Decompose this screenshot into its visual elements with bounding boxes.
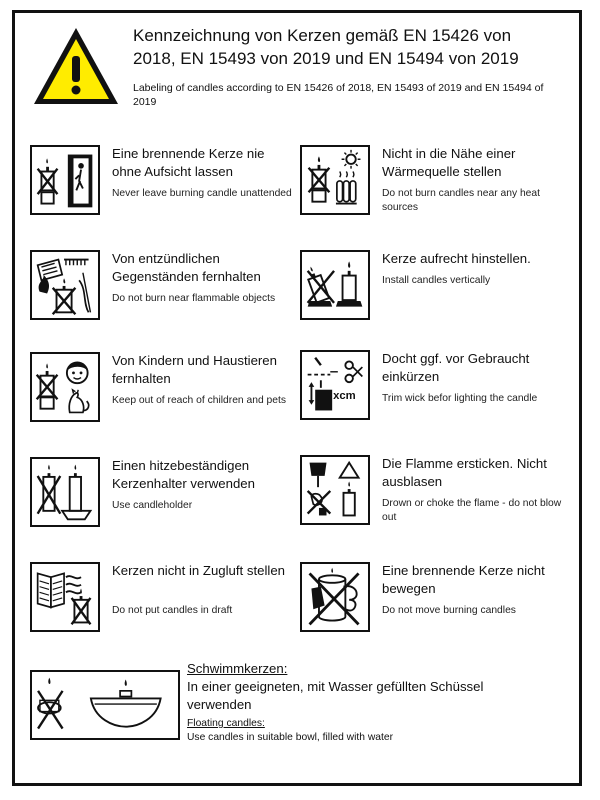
candleholder-icon	[30, 457, 100, 527]
instruction-en: Install candles vertically	[382, 275, 491, 286]
instruction-de: Die Flamme ersticken. Nicht ausblasen	[382, 456, 547, 489]
snuff-flame-icon	[300, 455, 370, 525]
draft-icon	[30, 562, 100, 632]
instruction-de: Eine brennende Kerze nicht bewegen	[382, 563, 545, 596]
instruction-de: Von Kindern und Haustieren fernhalten	[112, 353, 277, 386]
upright-candle-icon	[300, 250, 370, 320]
instruction-de: Einen hitzebeständigen Kerzenhalter verwenden	[112, 458, 255, 491]
instruction-item	[300, 250, 565, 340]
floating-candles-section	[187, 660, 547, 745]
children-pets-icon	[30, 352, 100, 422]
flammable-objects-icon	[30, 250, 100, 320]
instruction-en: Do not put candles in draft	[112, 605, 233, 616]
do-not-move-icon	[300, 562, 370, 632]
heat-source-icon	[300, 145, 370, 215]
page-subtitle: Labeling of candles according to EN 15426 of 2018, EN 15493 of 2019 and EN 15494 of 2019	[133, 82, 544, 108]
instruction-item	[300, 350, 565, 440]
trim-wick-icon	[300, 350, 370, 420]
instruction-en: Use candleholder	[112, 500, 193, 511]
instruction-item	[30, 457, 295, 547]
instruction-en: Do not burn candles near any heat sources	[382, 188, 540, 213]
instruction-item	[30, 352, 295, 442]
instruction-en: Do not burn near flammable objects	[112, 293, 276, 304]
instruction-de: Kerze aufrecht hinstellen.	[382, 251, 531, 266]
page-title: Kennzeichnung von Kerzen gemäß EN 15426 von 2018, EN 15493 von 2019 und EN 15494 von 2019	[133, 26, 519, 68]
warning-triangle-icon	[30, 24, 122, 108]
floating-text-de: In einer geeigneten, mit Wasser gefüllten Schüssel verwenden	[187, 679, 484, 712]
instruction-de: Docht ggf. vor Gebraucht einkürzen	[382, 351, 530, 384]
instruction-item	[30, 250, 295, 340]
instruction-item	[30, 145, 295, 235]
instruction-item	[300, 562, 565, 652]
candle-unattended-icon	[30, 145, 100, 215]
instruction-en: Trim wick befor lighting the candle	[382, 393, 538, 404]
instruction-item	[300, 455, 565, 545]
instruction-item	[300, 145, 565, 235]
instruction-en: Keep out of reach of children and pets	[112, 395, 287, 406]
instruction-en: Do not move burning candles	[382, 605, 516, 616]
instruction-de: Kerzen nicht in Zugluft stellen	[112, 563, 285, 578]
floating-text-en: Use candles in suitable bowl, filled with water	[187, 732, 394, 743]
instruction-de: Nicht in die Nähe einer Wärmequelle stellen	[382, 146, 516, 179]
instruction-de: Von entzündlichen Gegenständen fernhalten	[112, 251, 261, 284]
floating-heading-de: Schwimmkerzen:	[187, 661, 288, 676]
floating-heading-en: Floating candles:	[187, 718, 265, 729]
instruction-item	[30, 562, 295, 652]
instruction-de: Eine brennende Kerze nie ohne Aufsicht lassen	[112, 146, 265, 179]
floating-candle-bowl-icon	[30, 670, 180, 740]
instruction-en: Drown or choke the flame - do not blow out	[382, 498, 562, 523]
instruction-en: Never leave burning candle unattended	[112, 188, 292, 199]
svg-text:xcm: xcm	[333, 390, 356, 403]
